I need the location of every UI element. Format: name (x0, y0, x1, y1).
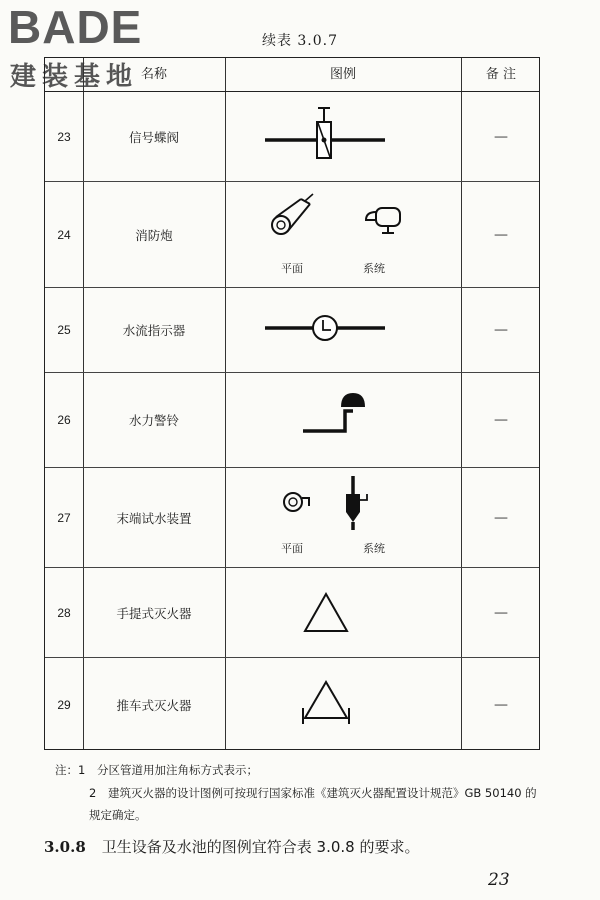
clause-text: 卫生设备及水池的图例宜符合表 3.0.8 的要求。 (101, 838, 420, 856)
table-row (45, 468, 539, 568)
row-number: 27 (57, 510, 71, 525)
header-note: 备 注 (485, 67, 517, 82)
note-2-number: 2 (89, 786, 97, 800)
row-name: 末端试水装置 (116, 510, 192, 526)
table-row (45, 288, 539, 373)
page-number: 23 (488, 870, 510, 890)
row-note: — (494, 509, 508, 526)
system-view-label: 系统 (363, 262, 385, 275)
hydraulic-alarm-bell-icon (225, 373, 461, 468)
clause-3-0-8 (44, 836, 564, 857)
row-symbol-cell (225, 373, 461, 467)
row-name: 水流指示器 (122, 323, 186, 338)
row-note: — (494, 604, 508, 621)
row-name: 手提式灭火器 (116, 605, 192, 621)
row-symbol-cell (225, 658, 461, 751)
header-symbol: 图例 (329, 67, 356, 82)
header-name: 名称 (140, 67, 167, 82)
row-number: 28 (57, 605, 71, 620)
table-row (45, 568, 539, 658)
row-note: — (494, 322, 508, 338)
logo-wordmark: BADE (8, 1, 143, 53)
row-symbol-cell (225, 182, 461, 287)
row-note: — (494, 696, 508, 713)
plan-view-label: 平面 (281, 262, 303, 275)
system-view-label: 系统 (363, 542, 385, 555)
fire-monitor-icon (225, 182, 461, 288)
row-number: 29 (57, 697, 71, 712)
row-note: — (494, 226, 508, 243)
signal-butterfly-valve-icon (225, 92, 461, 182)
clause-number: 3.0.8 (44, 838, 86, 856)
row-number: 26 (57, 413, 71, 427)
table-row (45, 182, 539, 288)
legend-table (44, 57, 540, 750)
portable-extinguisher-icon (225, 568, 461, 658)
row-number: 24 (57, 227, 71, 242)
row-symbol-cell (225, 92, 461, 181)
note-2-text: 建筑灭火器的设计图例可按现行国家标准《建筑灭火器配置设计规范》GB 50140 的规定确定。 (89, 786, 537, 822)
note-1-text: 分区管道用加注角标方式表示； (96, 763, 258, 777)
row-name: 推车式灭火器 (116, 697, 192, 713)
row-name: 水力警铃 (128, 413, 179, 428)
end-test-water-device-icon (225, 468, 461, 568)
plan-view-label: 平面 (281, 542, 303, 555)
row-name: 消防炮 (135, 227, 173, 243)
note-label: 注：1 (55, 763, 86, 777)
water-flow-indicator-icon (225, 288, 461, 373)
row-note: — (494, 412, 508, 428)
row-number: 23 (57, 129, 71, 144)
wheeled-extinguisher-icon (225, 658, 461, 751)
table-row (45, 92, 539, 182)
logo-subtitle: 建装基地 (10, 62, 139, 92)
row-symbol-cell (225, 468, 461, 567)
row-name: 信号蝶阀 (128, 129, 179, 145)
note-2 (89, 782, 544, 826)
table-header-row (45, 58, 539, 92)
table-row (45, 658, 539, 751)
note-1 (55, 760, 535, 780)
row-note: — (494, 128, 508, 145)
row-symbol-cell (225, 568, 461, 657)
row-number: 25 (57, 323, 71, 337)
table-row (45, 373, 539, 468)
table-caption: 续表 3.0.7 (261, 33, 339, 49)
row-symbol-cell (225, 288, 461, 372)
